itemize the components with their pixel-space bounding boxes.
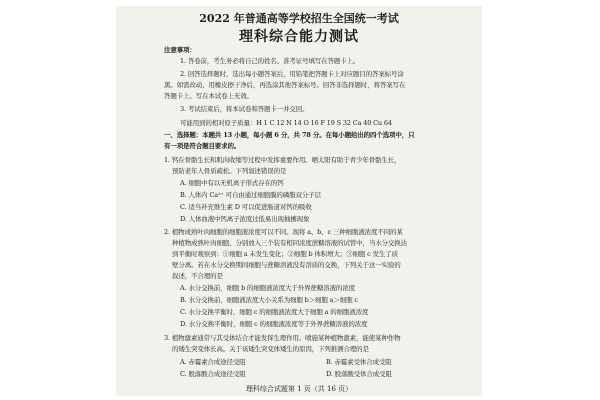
question-stem: 到平衡时观察到：①细胞 a 未发生变化；②细胞 b 体积增大；③细胞 c 发生了质 [172, 250, 398, 258]
option-b: B. 人体内 Ca²⁺ 可自由通过细胞膜的磷脂双分子层 [180, 191, 321, 199]
notice-line: 1. 答卷前，考生务必将自己的姓名、准考证号填写在答题卡上。 [180, 57, 360, 65]
option-d: D. 人体血液中钙离子浓度过低易出现抽搐现象 [180, 215, 310, 223]
option-c: C. 适当补充维生素 D 可以促进肠道对钙的吸收 [180, 203, 312, 211]
option-b: B. 水分交换前，细胞液浓度大小关系为细胞 b＞细胞 a＞细胞 c [180, 296, 358, 304]
question-stem: 3. 植物激素通常与其受体结合才能发挥生理作用。喷施某种植物激素，能使某种作物 [164, 334, 401, 342]
section-intro: 有一项是符合题目要求的。 [164, 142, 241, 150]
question-stem: 的矮生突变体长高。关于该矮生突变体矮生的原因，下列推测合理的是 [172, 345, 369, 353]
notice-line: 3. 考试结束后，将本试卷和答题卡一并交回。 [180, 105, 309, 113]
notice-line: 2. 回答选择题时，选出每小题答案后，用铅笔把答题卡上对应题目的答案标号涂 [180, 70, 404, 78]
notice-line: 黑。如需改动，用橡皮擦干净后，再选涂其他答案标号。回答非选择题时，将答案写在 [164, 81, 406, 89]
option-b: B. 赤霉素受体合成受阻 [326, 358, 392, 366]
page-footer: 理科综合试题第 1 页（共 16 页） [245, 385, 353, 393]
question-stem: 2. 植物成熟叶肉细胞的细胞液浓度可以不同。现将 a、b、c 三种细胞液浓度不同的某 [164, 228, 403, 236]
exam-paper [116, 6, 482, 396]
question-stem: 壁分离。若在水分交换期间细胞与蔗糖溶液没有溶质的交换，下列关于这一实验的 [172, 261, 401, 269]
exam-title: 2022 年普通高等学校招生全国统一考试 [199, 12, 399, 25]
question-stem: 种植物成熟叶肉细胞，分别放入三个装有相同浓度蔗糖溶液的试管中，当水分交换达 [172, 239, 407, 247]
notice-heading: 注意事项： [164, 46, 196, 54]
section-intro: 一、选择题：本题共 13 小题，每小题 6 分，共 78 分。在每小题给出的四个选项中，只 [164, 131, 415, 139]
option-c: C. 水分交换平衡时，细胞 c 的细胞液浓度大于细胞 a 的细胞液浓度 [180, 308, 369, 316]
question-stem: 1. 钙在骨骼生长和肌肉收缩等过程中发挥重要作用。晒太阳有助于青少年骨骼生长， [164, 156, 401, 164]
option-a: A. 赤霉素合成途径受阻 [180, 358, 246, 366]
option-a: A. 细胞中有以无机离子形式存在的钙 [180, 179, 284, 187]
question-stem: 叙述，不合理的是 [172, 272, 223, 280]
question-stem: 预防老年人骨质疏松。下列叙述错误的是 [172, 167, 287, 175]
option-c: C. 脱落酸合成途径受阻 [180, 370, 246, 378]
option-a: A. 水分交换前，细胞 b 的细胞液浓度大于外界蔗糖溶液的浓度 [180, 284, 355, 292]
option-d: D. 脱落酸受体合成受阻 [326, 370, 392, 378]
option-d: D. 水分交换平衡时，细胞 c 的细胞液浓度等于外界蔗糖溶液的浓度 [180, 320, 368, 328]
atomic-masses: 可能用到的相对原子质量：H 1 C 12 N 14 O 16 F 19 S 32 Ca 40 Cu 64 [180, 119, 392, 127]
subject-title: 理科综合能力测试 [239, 29, 359, 45]
notice-line: 答题卡上。写在本试卷上无效。 [164, 92, 253, 100]
